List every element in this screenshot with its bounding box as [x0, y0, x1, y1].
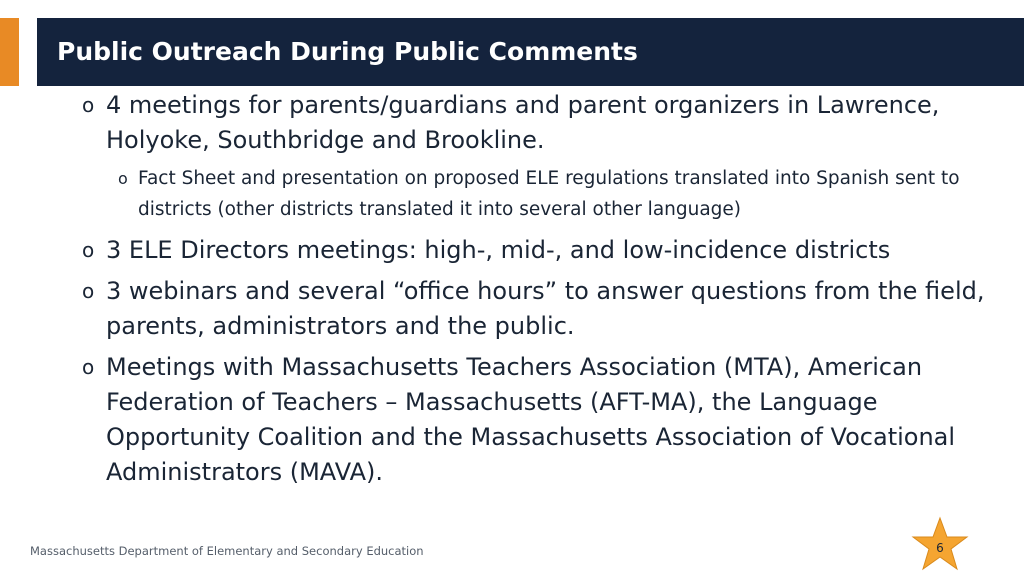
page-number: 6	[936, 541, 944, 555]
bullet-text: Meetings with Massachusetts Teachers Association (MTA), American Federation of Teachers – Massachusetts (AFT-MA), the Language Opportunity Coalition and the Massachusetts Association of Vocational Administrators (MAVA).	[106, 353, 956, 486]
bullet-marker: o	[82, 93, 95, 117]
accent-bar	[0, 18, 19, 86]
title-bar	[37, 18, 1024, 86]
sub-bullet-marker: o	[118, 169, 128, 188]
bullet-text: 3 webinars and several “office hours” to answer questions from the field, parents, administrators and the public.	[106, 277, 985, 340]
sub-bullet-fact-sheet	[118, 164, 1002, 225]
sub-bullet-text: Fact Sheet and presentation on proposed ELE regulations translated into Spanish sent to districts (other districts translated it into several other language)	[138, 168, 960, 220]
bullet-webinars	[82, 274, 1002, 344]
bullet-marker: o	[82, 355, 95, 379]
bullet-association-meetings	[82, 350, 1002, 490]
slide-content	[82, 88, 1002, 496]
bullet-meetings-parents	[82, 88, 1002, 158]
bullet-text: 4 meetings for parents/guardians and parent organizers in Lawrence, Holyoke, Southbridge and Brookline.	[106, 91, 940, 154]
bullet-marker: o	[82, 279, 95, 303]
footer-org-name: Massachusetts Department of Elementary and Secondary Education	[30, 544, 424, 558]
bullet-text: 3 ELE Directors meetings: high-, mid-, and low-incidence districts	[106, 236, 891, 264]
bullet-ele-directors	[82, 233, 1002, 268]
slide-title: Public Outreach During Public Comments	[57, 37, 638, 66]
bullet-marker: o	[82, 238, 95, 262]
